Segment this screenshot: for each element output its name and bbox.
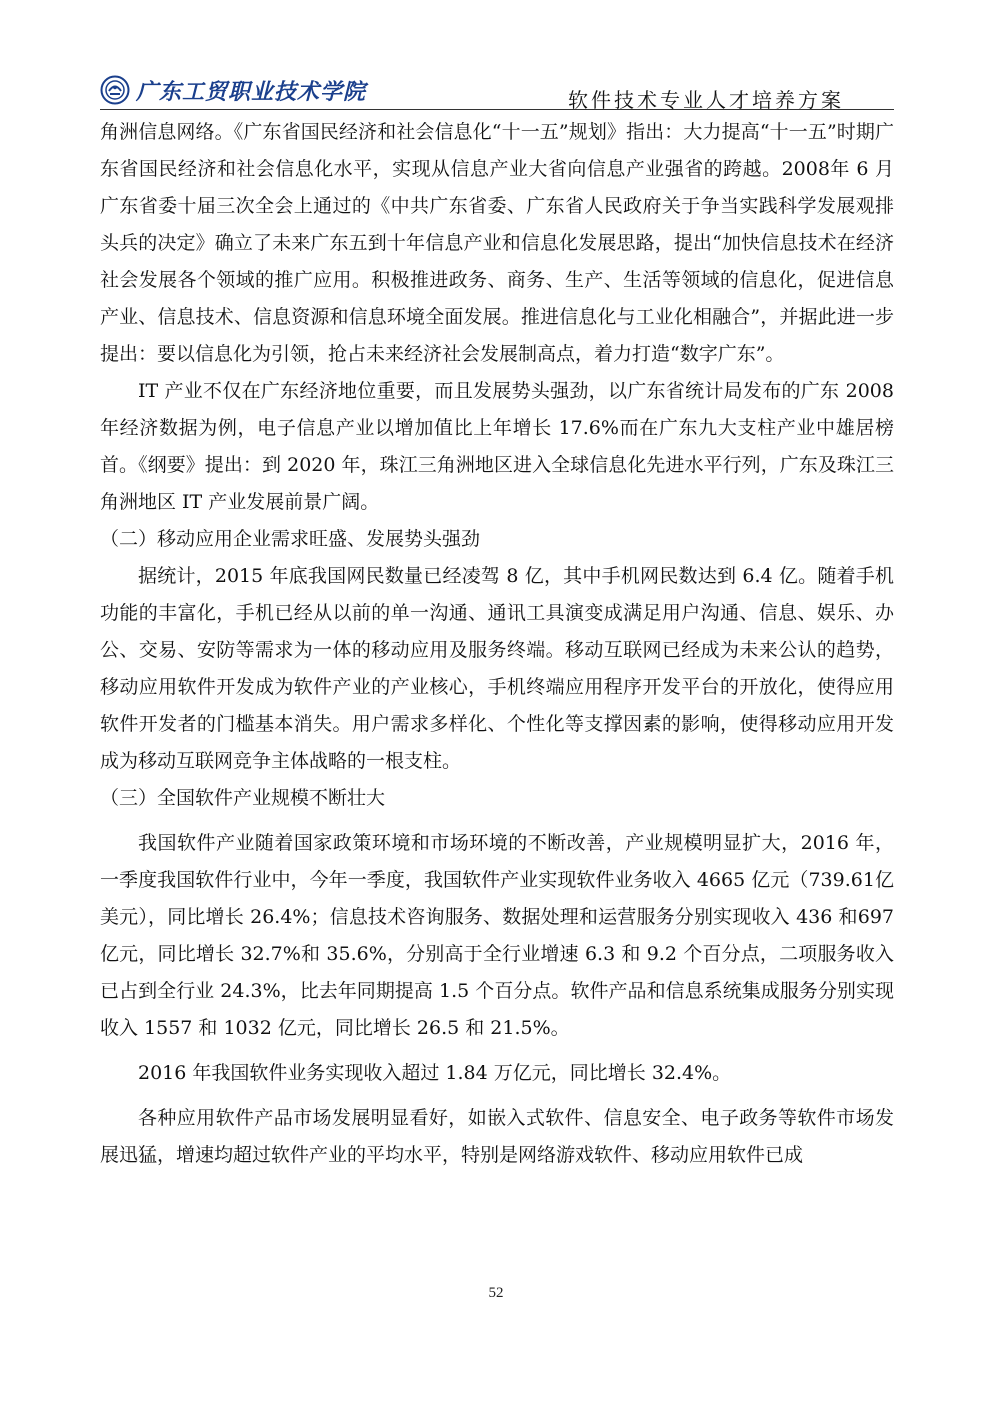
paragraph-mobile-apps: 据统计，2015 年底我国网民数量已经凌驾 8 亿，其中手机网民数达到 6.4 亿。随着手机功能的丰富化，手机已经从以前的单一沟通、通讯工具演变成满足用户沟通、信息、娱乐、办公、交易、安防等需求为一体的移动应用及服务终端。移动互联网已经成为未来公认的趋势，移动应用软件开发成为软件产业的产业核心，手机终端应用程序开发平台的开放化，使得应用软件开发者的门槛基本消失。用户需求多样化、个性化等支撑因素的影响，使得移动应用开发成为移动互联网竞争主体战略的一根支柱。 (100, 565, 894, 772)
header-divider (100, 109, 894, 110)
document-body (100, 114, 894, 1174)
paragraph-software-industry: 我国软件产业随着国家政策环境和市场环境的不断改善，产业规模明显扩大，2016 年，一季度我国软件行业中，今年一季度，我国软件产业实现软件业务收入 4665 亿元（739.61亿美元），同比增长 26.4%；信息技术咨询服务、数据处理和运营服务分别实现收入 436 和697 亿元，同比增长 32.7%和 35.6%，分别高于全行业增速 6.3 和 9.2 个百分点，二项服务收入已占到全行业 24.3%，比去年同期提高 1.5 个百分点。软件产品和信息系统集成服务分别实现收入 1557 和 1032 亿元，同比增长 26.5 和 21.5%。 (100, 832, 894, 1039)
paragraph-2016-revenue: 2016 年我国软件业务实现收入超过 1.84 万亿元，同比增长 32.4%。 (138, 1062, 732, 1084)
page-header (100, 70, 894, 110)
college-emblem-icon (100, 75, 130, 105)
page-number: 52 (488, 1285, 504, 1301)
section-heading-software-industry: （三）全国软件产业规模不断壮大 (100, 787, 386, 809)
paragraph-guangdong-informatization: 角洲信息网络。《广东省国民经济和社会信息化“十一五”规划》指出：大力提高“十一五”时期广东省国民经济和社会信息化水平，实现从信息产业大省向信息产业强省的跨越。2008年 6 月广东省委十届三次全会上通过的《中共广东省委、广东省人民政府关于争当实践科学发展观排头兵的决定》确立了未来广东五到十年信息产业和信息化发展思路，提出“加快信息技术在经济社会发展各个领域的推广应用。积极推进政务、商务、生产、生活等领域的信息化，促进信息产业、信息技术、信息资源和信息环境全面发展。推进信息化与工业化相融合”，并据此进一步提出：要以信息化为引领，抢占未来经济社会发展制高点，着力打造“数字广东”。 (100, 121, 894, 365)
college-logo (100, 72, 366, 108)
paragraph-it-industry: IT 产业不仅在广东经济地位重要，而且发展势头强劲，以广东省统计局发布的广东 2008年经济数据为例，电子信息产业以增加值比上年增长 17.6%而在广东九大支柱产业中雄居榜首。《纲要》提出：到 2020 年，珠江三角洲地区进入全球信息化先进水平行列，广东及珠江三角洲地区 IT 产业发展前景广阔。 (100, 380, 894, 513)
section-heading-mobile-apps: （二）移动应用企业需求旺盛、发展势头强劲 (100, 528, 481, 550)
college-logo-text: 广东工贸职业技术学院 (136, 78, 367, 105)
document-title: 软件技术专业人才培养方案 (568, 88, 844, 112)
paragraph-application-software: 各种应用软件产品市场发展明显看好，如嵌入式软件、信息安全、电子政务等软件市场发展迅猛，增速均超过软件产业的平均水平，特别是网络游戏软件、移动应用软件已成 (100, 1107, 894, 1166)
